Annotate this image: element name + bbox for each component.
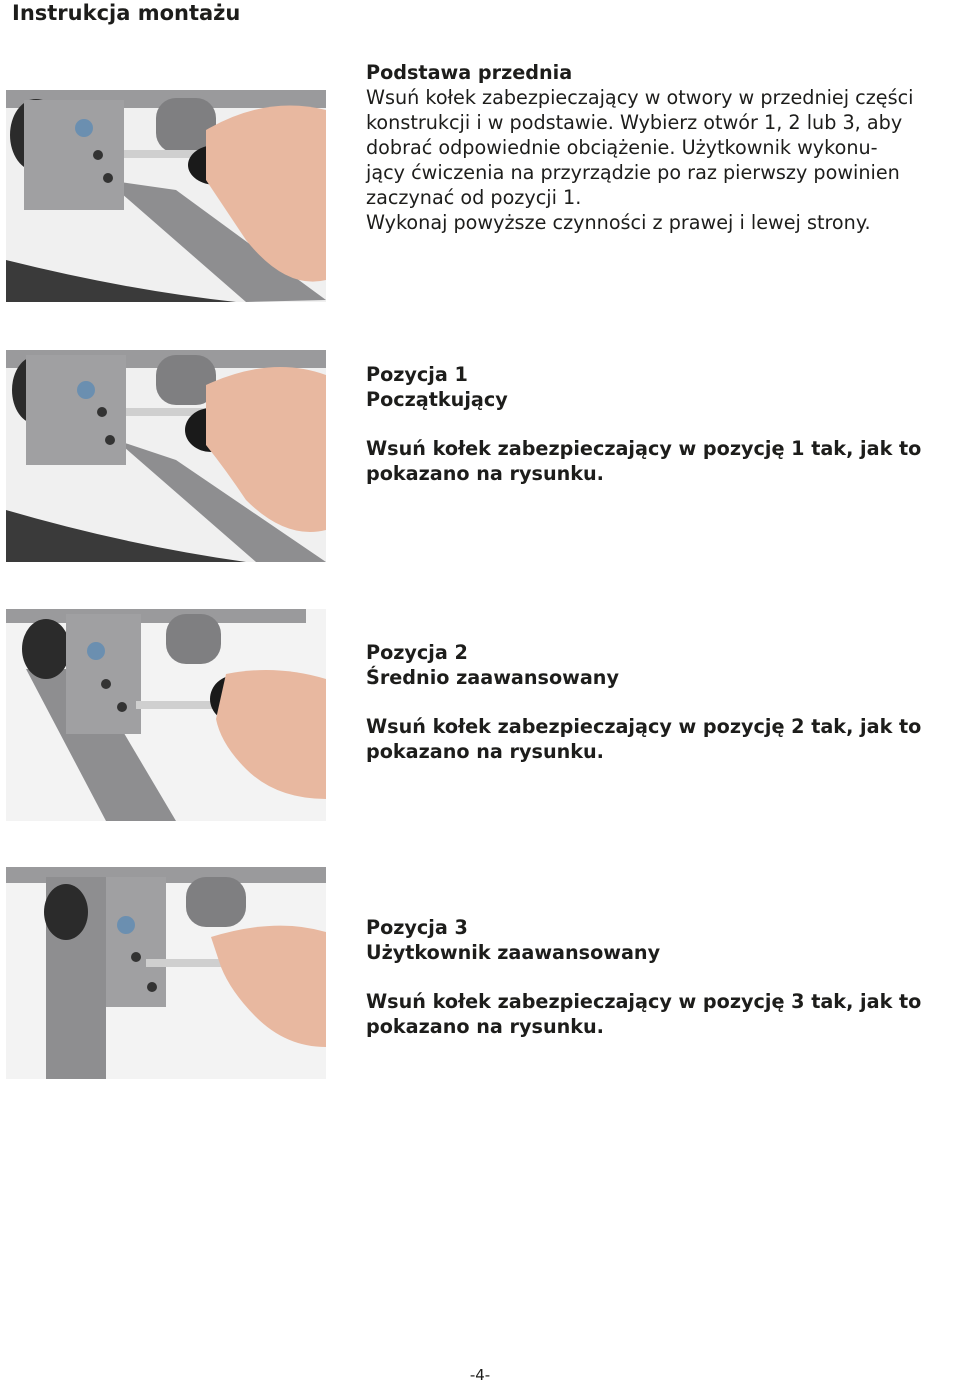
section-line: Wykonaj powyższe czynności z prawej i lewej strony. [366,211,871,234]
section-line: Wsuń kołek zabezpieczający w pozycję 2 tak, jak to [366,715,922,738]
photo-position-3 [6,867,326,1079]
photo-front-base [6,90,326,302]
section-title: Pozycja 2 [366,641,468,664]
section-text [366,640,956,764]
photo-position-1 [6,350,326,562]
section-position-2 [6,609,956,821]
section-line: dobrać odpowiednie obciążenie. Użytkownik wykonu- [366,136,878,159]
section-title: Pozycja 1 [366,363,468,386]
page-title: Instrukcja montażu [12,1,241,25]
section-line: Wsuń kołek zabezpieczający w otwory w przedniej części [366,86,914,109]
section-line: pokazano na rysunku. [366,462,604,485]
section-title: Pozycja 3 [366,916,468,939]
section-text [366,60,956,235]
section-text [366,362,956,486]
section-subtitle: Średnio zaawansowany [366,666,619,689]
section-front-base [6,61,956,305]
section-subtitle: Początkujący [366,388,508,411]
photo-position-2 [6,609,326,821]
section-line: pokazano na rysunku. [366,740,604,763]
section-position-1 [6,350,956,562]
section-line: konstrukcji i w podstawie. Wybierz otwór 1, 2 lub 3, aby [366,111,903,134]
section-line: jący ćwiczenia na przyrządzie po raz pierwszy powinien [366,161,900,184]
section-line: zaczynać od pozycji 1. [366,186,582,209]
section-title: Podstawa przednia [366,61,573,84]
section-position-3 [6,867,956,1079]
section-text [366,915,956,1039]
page-number: -4- [469,1366,491,1384]
section-line: Wsuń kołek zabezpieczający w pozycję 3 tak, jak to [366,990,922,1013]
section-line: Wsuń kołek zabezpieczający w pozycję 1 tak, jak to [366,437,922,460]
section-subtitle: Użytkownik zaawansowany [366,941,661,964]
section-line: pokazano na rysunku. [366,1015,604,1038]
